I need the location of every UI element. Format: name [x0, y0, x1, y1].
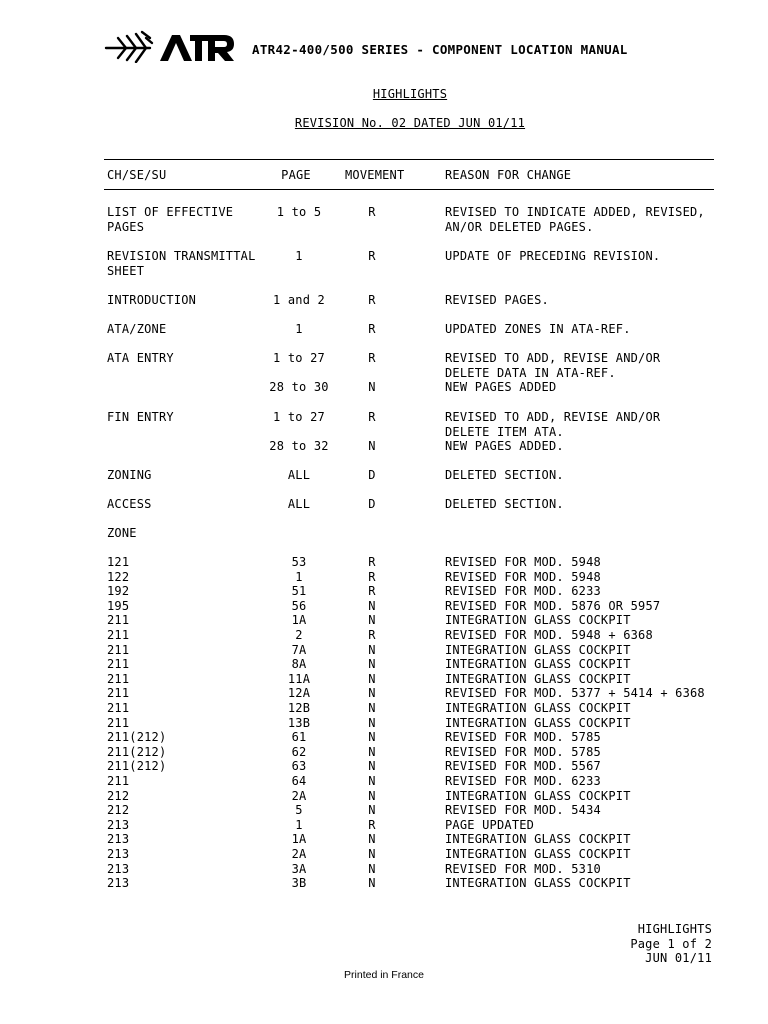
- cell-movement: R: [368, 351, 376, 365]
- cell-chapter: 192: [107, 584, 130, 599]
- cell-page: 1A: [291, 613, 307, 628]
- footer-page-number: Page 1 of 2: [630, 936, 712, 951]
- cell-chapter: 211(212): [107, 730, 167, 745]
- cell-chapter: LIST OF EFFECTIVE PAGES: [107, 205, 234, 234]
- cell-page: 1 to 27: [273, 410, 325, 424]
- cell-movement: N: [368, 774, 376, 788]
- cell-page: 53: [291, 555, 307, 569]
- cell-movement: N: [368, 876, 376, 891]
- cell-reason: REVISED FOR MOD. 5948: [445, 569, 601, 584]
- cell-reason: REVISED FOR MOD. 6233: [445, 584, 601, 599]
- cell-reason: REVISED FOR MOD. 6233: [445, 774, 601, 788]
- cell-movement: R: [368, 817, 376, 832]
- column-header-page: PAGE: [281, 168, 311, 182]
- cell-movement: N: [368, 788, 376, 803]
- table-row: [0, 468, 768, 498]
- cell-chapter: 213: [107, 832, 130, 847]
- cell-chapter: 213: [107, 817, 130, 832]
- cell-reason: REVISED FOR MOD. 5876 OR 5957: [445, 598, 661, 613]
- cell-page: 2: [295, 628, 303, 642]
- cell-page: 11A: [287, 671, 311, 686]
- cell-movement: N: [368, 701, 376, 715]
- cell-reason: DELETED SECTION.: [445, 497, 564, 511]
- cell-reason: INTEGRATION GLASS COCKPIT: [445, 832, 631, 847]
- cell-reason: DELETED SECTION.: [445, 468, 564, 482]
- cell-page: 1: [295, 569, 303, 584]
- cell-movement: N: [368, 715, 376, 730]
- atr-logo: [104, 29, 236, 63]
- cell-movement: N: [368, 657, 376, 672]
- cell-chapter: 211: [107, 642, 130, 657]
- cell-movement: R: [368, 205, 376, 219]
- footer-section: HIGHLIGHTS: [637, 922, 712, 936]
- cell-chapter: 211: [107, 613, 130, 628]
- cell-reason: REVISED FOR MOD. 5948 + 6368: [445, 628, 653, 642]
- cell-movement: N: [368, 730, 376, 745]
- printed-note: Printed in France: [344, 969, 424, 981]
- cell-movement: N: [368, 642, 376, 657]
- cell-page: 62: [291, 744, 307, 759]
- table-row: [0, 526, 768, 556]
- cell-page: 1: [295, 322, 303, 336]
- cell-reason: NEW PAGES ADDED: [445, 380, 557, 394]
- cell-movement: N: [368, 598, 376, 613]
- cell-page: 64: [291, 774, 307, 788]
- cell-chapter: 211: [107, 671, 130, 686]
- cell-reason: NEW PAGES ADDED.: [445, 439, 564, 453]
- cell-page: 1 to 5: [276, 205, 322, 219]
- cell-page: 7A: [291, 642, 307, 657]
- cell-movement: D: [368, 497, 376, 511]
- cell-chapter: ATA ENTRY: [107, 351, 174, 365]
- cell-reason: REVISED FOR MOD. 5785: [445, 730, 601, 745]
- cell-reason: REVISED FOR MOD. 5377 + 5414 + 6368: [445, 686, 705, 701]
- cell-reason: INTEGRATION GLASS COCKPIT: [445, 642, 631, 657]
- cell-reason: UPDATED ZONES IN ATA-REF.: [445, 322, 631, 336]
- cell-reason: INTEGRATION GLASS COCKPIT: [445, 788, 631, 803]
- cell-movement: N: [368, 613, 376, 628]
- cell-chapter: ATA/ZONE: [107, 322, 167, 336]
- cell-movement: D: [368, 468, 376, 482]
- cell-movement: N: [368, 671, 376, 686]
- table-row: [0, 205, 768, 235]
- cell-chapter: REVISION TRANSMITTAL SHEET: [107, 249, 256, 278]
- cell-page: 51: [291, 584, 307, 599]
- cell-page: 1A: [291, 832, 307, 847]
- page-footer: [630, 922, 712, 966]
- cell-chapter: 211: [107, 628, 130, 642]
- cell-chapter: 212: [107, 803, 130, 818]
- cell-page: 2A: [291, 788, 307, 803]
- cell-page: ALL: [287, 468, 311, 482]
- cell-reason: INTEGRATION GLASS COCKPIT: [445, 701, 631, 715]
- cell-reason: REVISED TO ADD, REVISE AND/OR DELETE DATA IN ATA-REF.: [445, 351, 661, 380]
- cell-reason: INTEGRATION GLASS COCKPIT: [445, 876, 631, 891]
- footer-date: JUN 01/11: [645, 951, 712, 966]
- cell-movement: R: [368, 628, 376, 642]
- cell-chapter: 213: [107, 876, 130, 891]
- cell-page: 13B: [287, 715, 311, 730]
- cell-page: 5: [295, 803, 303, 818]
- cell-movement: N: [368, 759, 376, 774]
- cell-reason: UPDATE OF PRECEDING REVISION.: [445, 249, 661, 263]
- cell-chapter: 211: [107, 715, 130, 730]
- cell-movement: N: [368, 744, 376, 759]
- cell-reason: INTEGRATION GLASS COCKPIT: [445, 613, 631, 628]
- cell-page: 3A: [291, 861, 307, 876]
- cell-movement: R: [368, 555, 376, 569]
- revision-heading: REVISION No. 02 DATED JUN 01/11: [294, 116, 526, 130]
- column-header-chapter: CH/SE/SU: [107, 168, 167, 182]
- zone-row: [0, 876, 768, 906]
- cell-movement: R: [368, 293, 376, 307]
- cell-chapter: 213: [107, 847, 130, 861]
- cell-reason: REVISED FOR MOD. 5948: [445, 555, 601, 569]
- cell-movement: N: [368, 686, 376, 701]
- cell-reason: REVISED TO ADD, REVISE AND/OR DELETE ITEM ATA.: [445, 410, 661, 439]
- cell-chapter: 211: [107, 657, 130, 672]
- cell-movement: N: [368, 861, 376, 876]
- cell-chapter: 211: [107, 686, 130, 701]
- cell-chapter: 121: [107, 555, 130, 569]
- cell-page: 1: [295, 817, 303, 832]
- cell-reason: INTEGRATION GLASS COCKPIT: [445, 671, 631, 686]
- table-row: [0, 249, 768, 279]
- column-header-movement: MOVEMENT: [345, 168, 405, 182]
- cell-movement: N: [368, 847, 376, 861]
- cell-movement: R: [368, 410, 376, 424]
- cell-chapter: FIN ENTRY: [107, 410, 174, 424]
- cell-chapter: 195: [107, 598, 130, 613]
- cell-page: 1 and 2: [273, 293, 325, 307]
- cell-movement: R: [368, 249, 376, 263]
- table-header-rule: [104, 189, 714, 190]
- cell-page: 12A: [287, 686, 311, 701]
- cell-page: 56: [291, 598, 307, 613]
- cell-movement: N: [368, 803, 376, 818]
- cell-reason: REVISED FOR MOD. 5567: [445, 759, 601, 774]
- cell-reason: INTEGRATION GLASS COCKPIT: [445, 847, 631, 861]
- cell-reason: REVISED TO INDICATE ADDED, REVISED, AN/OR DELETED PAGES.: [445, 205, 705, 234]
- table-row: [0, 351, 768, 381]
- cell-page: 8A: [291, 657, 307, 672]
- cell-chapter: 211: [107, 774, 130, 788]
- cell-reason: INTEGRATION GLASS COCKPIT: [445, 657, 631, 672]
- cell-reason: REVISED FOR MOD. 5310: [445, 861, 601, 876]
- cell-page: 61: [291, 730, 307, 745]
- cell-movement: N: [368, 832, 376, 847]
- cell-page: 63: [291, 759, 307, 774]
- cell-page: 1: [295, 249, 303, 263]
- cell-movement: R: [368, 584, 376, 599]
- highlights-heading: HIGHLIGHTS: [372, 87, 448, 101]
- cell-page: 3B: [291, 876, 307, 891]
- cell-reason: REVISED FOR MOD. 5434: [445, 803, 601, 818]
- cell-reason: PAGE UPDATED: [445, 817, 535, 832]
- cell-chapter: 213: [107, 861, 130, 876]
- table-row: [0, 322, 768, 352]
- cell-page: ALL: [287, 497, 311, 511]
- table-row: [0, 439, 768, 469]
- cell-reason: REVISED FOR MOD. 5785: [445, 744, 601, 759]
- cell-reason: INTEGRATION GLASS COCKPIT: [445, 715, 631, 730]
- cell-page: 12B: [287, 701, 311, 715]
- cell-movement: R: [368, 569, 376, 584]
- cell-chapter: 212: [107, 788, 130, 803]
- cell-reason: REVISED PAGES.: [445, 293, 549, 307]
- table-row: [0, 497, 768, 527]
- cell-chapter: ZONING: [107, 468, 152, 482]
- cell-page: 28 to 32: [269, 439, 329, 453]
- cell-chapter: 211(212): [107, 744, 167, 759]
- cell-movement: N: [368, 380, 376, 394]
- cell-page: 1 to 27: [273, 351, 325, 365]
- table-row: [0, 380, 768, 410]
- cell-movement: N: [368, 439, 376, 453]
- cell-page: 28 to 30: [269, 380, 329, 394]
- cell-chapter: ZONE: [107, 526, 137, 540]
- table-row: [0, 293, 768, 323]
- cell-movement: R: [368, 322, 376, 336]
- document-title: ATR42-400/500 SERIES - COMPONENT LOCATION MANUAL: [252, 42, 628, 57]
- column-header-reason: REASON FOR CHANGE: [445, 168, 572, 182]
- table-top-rule: [104, 159, 714, 160]
- table-row: [0, 410, 768, 440]
- cell-page: 2A: [291, 847, 307, 861]
- cell-chapter: 211: [107, 701, 130, 715]
- cell-chapter: ACCESS: [107, 497, 152, 511]
- cell-chapter: 122: [107, 569, 130, 584]
- cell-chapter: INTRODUCTION: [107, 293, 197, 307]
- cell-chapter: 211(212): [107, 759, 167, 774]
